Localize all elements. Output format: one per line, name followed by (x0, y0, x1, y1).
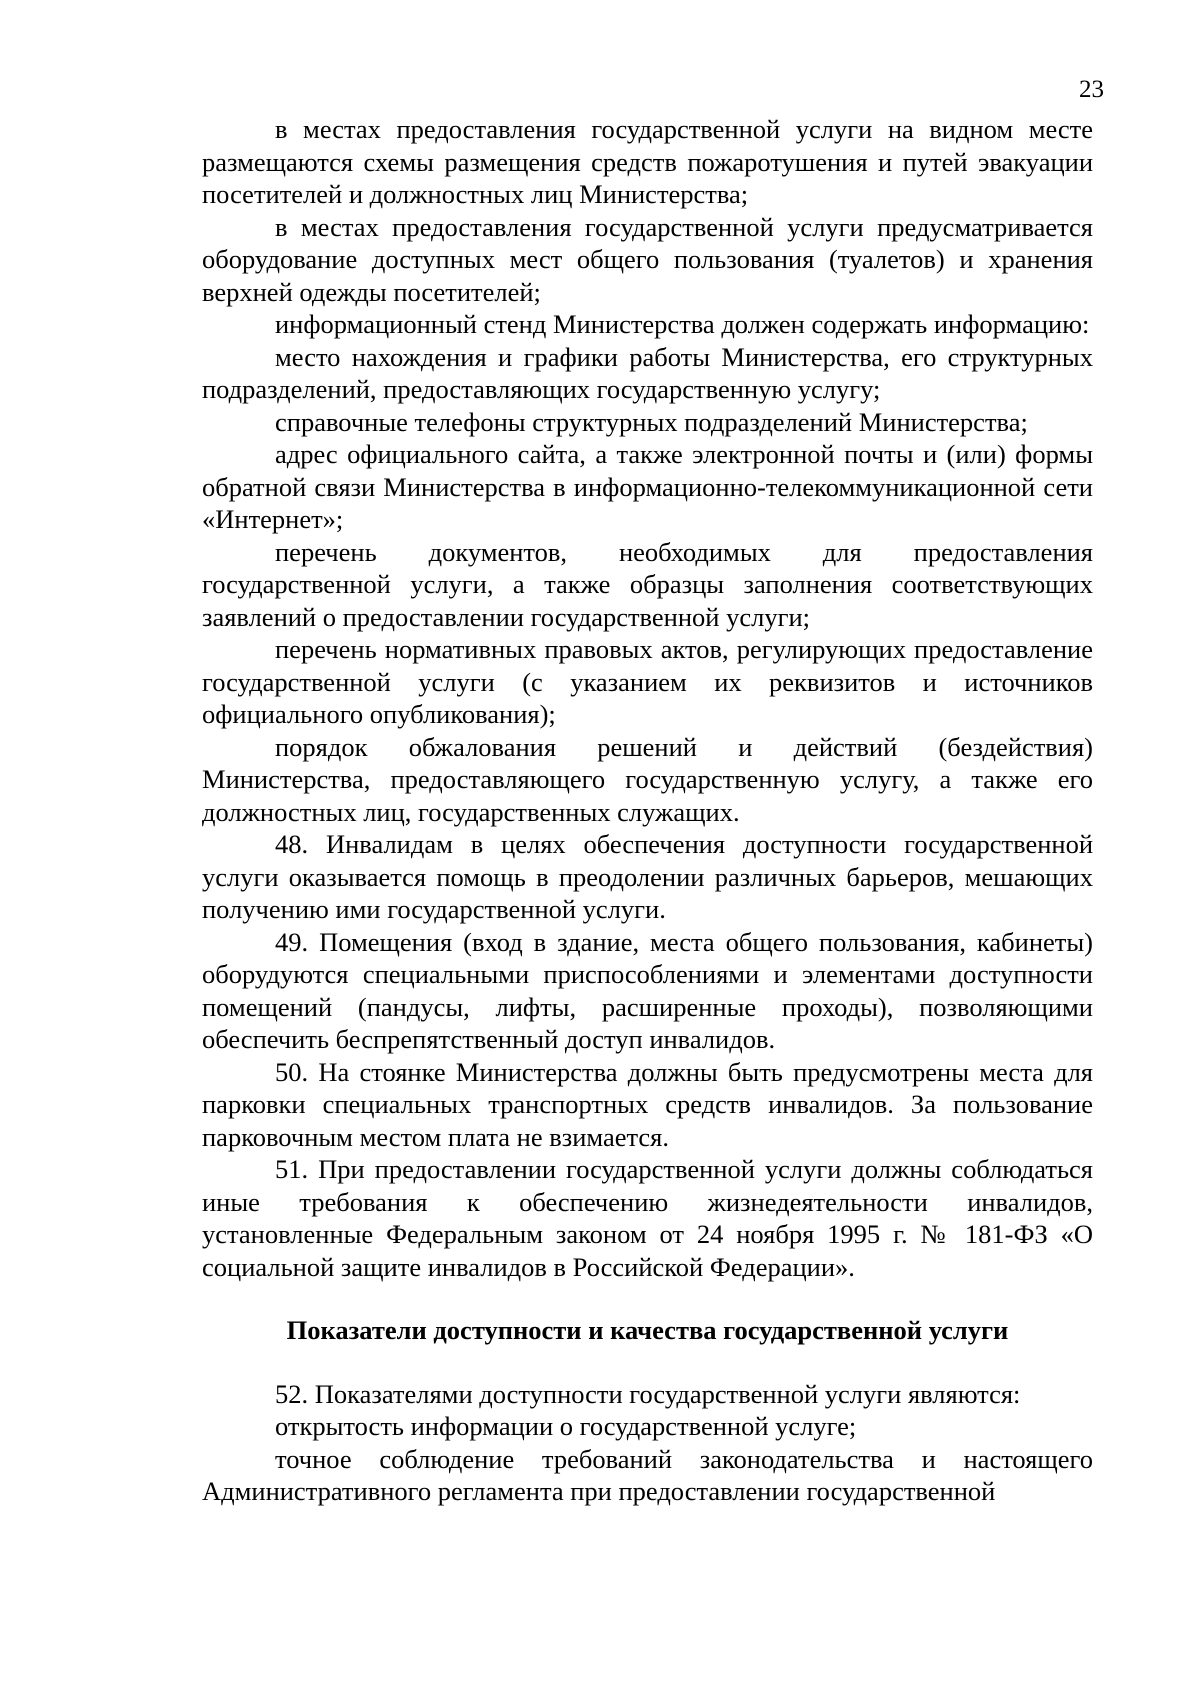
clause-48: 48. Инвалидам в целях обеспечения доступности государственной услуги оказывается помощь в преодолении различных барьеров, мешающих получению ими государственной услуги. (202, 829, 1093, 924)
paragraph: порядок обжалования решений и действий (бездействия) Министерства, предоставляющего государственную услугу, а также его должностных лиц, государственных служащих. (202, 731, 1093, 827)
page-body (202, 113, 1093, 1508)
paragraph: точное соблюдение требований законодательства и настоящего Административного регламента при предоставлении государственной (202, 1443, 1093, 1506)
clause-49: 49. Помещения (вход в здание, места общего пользования, кабинеты) оборудуются специальными приспособлениями и элементами доступности помещений (пандусы, лифты, расширенные проходы), позволяющими обеспечить беспрепятственный доступ инвалидов. (202, 926, 1093, 1054)
clause-50: 50. На стоянке Министерства должны быть предусмотрены места для парковки специальных транспортных средств инвалидов. За пользование парковочным местом плата не взимается. (202, 1056, 1093, 1152)
clause-51: 51. При предоставлении государственной услуги должны соблюдаться иные требования к обеспечению жизнедеятельности инвалидов, установленные Федеральным законом от 24 ноября 1995 г. № 181-ФЗ «О социальной защите инвалидов в Российской Федерации». (202, 1154, 1093, 1282)
paragraph: перечень нормативных правовых актов, регулирующих предоставление государственной услуги (с указанием их реквизитов и источников официального опубликования); (202, 634, 1093, 729)
paragraph: перечень документов, необходимых для предоставления государственной услуги, а также образцы заполнения соответствующих заявлений о предоставлении государственной услуги; (202, 536, 1093, 632)
page-number: 23 (1079, 76, 1104, 103)
paragraph: открытость информации о государственной услуге; (275, 1411, 857, 1441)
paragraph: адрес официального сайта, а также электронной почты и (или) формы обратной связи Министерства в информационно-телекоммуникационной сети «Интернет»; (202, 439, 1093, 534)
paragraph: справочные телефоны структурных подразделений Министерства; (275, 406, 1028, 437)
paragraph: в местах предоставления государственной услуги предусматривается оборудование доступных мест общего пользования (туалетов) и хранения верхней одежды посетителей; (202, 211, 1093, 307)
paragraph: информационный стенд Министерства должен содержать информацию: (275, 309, 1090, 339)
paragraph: место нахождения и графики работы Министерства, его структурных подразделений, предоставляющих государственную услугу; (202, 341, 1093, 404)
paragraph: в местах предоставления государственной услуги на видном месте размещаются схемы размещения средств пожаротушения и путей эвакуации посетителей и должностных лиц Министерства; (202, 114, 1093, 209)
section-heading: Показатели доступности и качества государственной услуги (286, 1315, 1009, 1345)
clause-52: 52. Показателями доступности государственной услуги являются: (275, 1378, 1021, 1409)
